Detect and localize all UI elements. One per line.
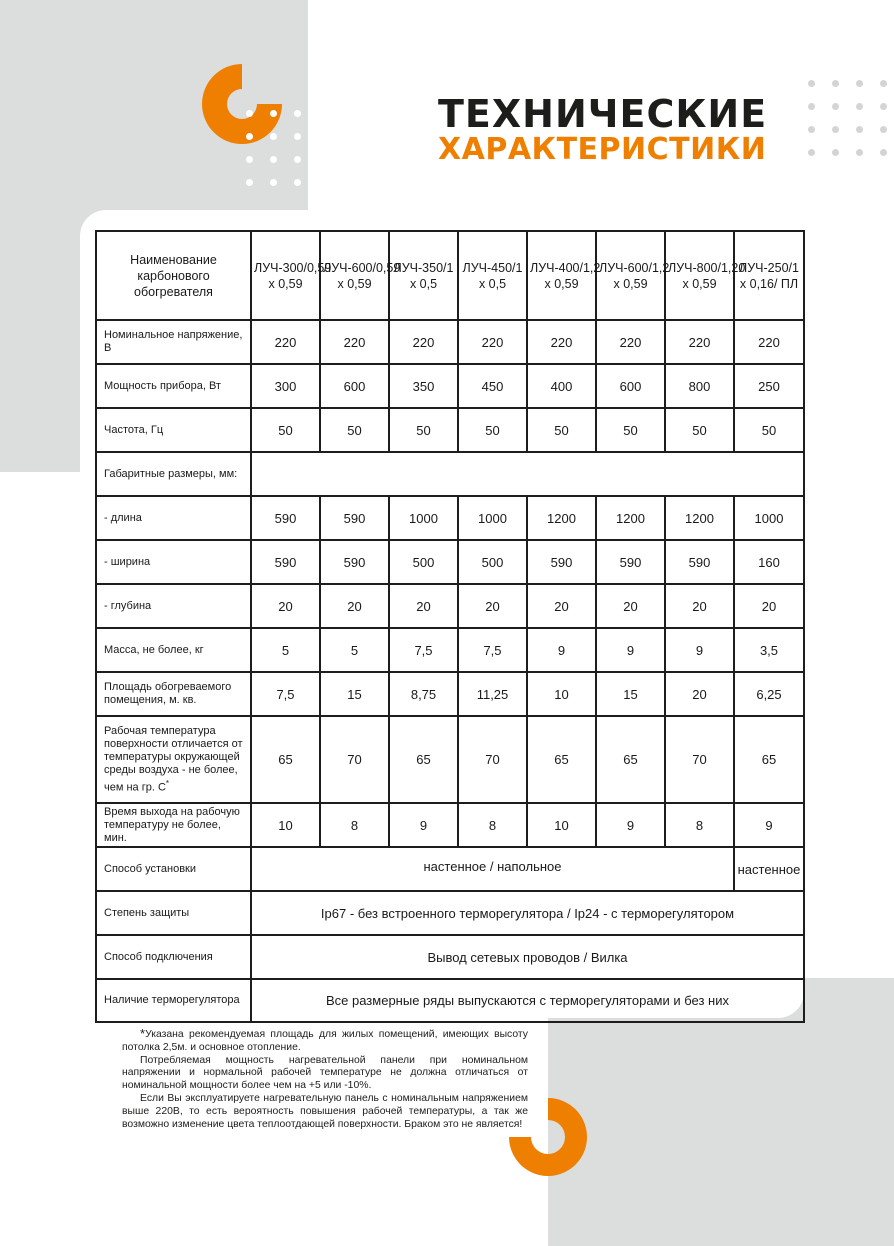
cell-value: 20 <box>734 584 804 628</box>
cell-value: настенное <box>734 847 804 891</box>
cell-value: 50 <box>527 408 596 452</box>
cell-value: 20 <box>596 584 665 628</box>
footnote-3: Если Вы эксплуатируете нагревательную панель с номинальным напряжением выше 220В, то есть вероятность повышения рабочей температуры, а так же возможно изменение цвета теплоотдающей поверхности. Браком это не является! <box>122 1092 528 1130</box>
row-label: Способ подключения <box>96 935 251 979</box>
model-header: ЛУЧ-800/1,20 х 0,59 <box>665 231 734 320</box>
dot-grid-top-right <box>808 80 888 156</box>
cell-value: 590 <box>251 496 320 540</box>
cell-value: Ip67 - без встроенного терморегулятора / Ip24 - с терморегулятором <box>251 891 804 935</box>
cell-value: 15 <box>596 672 665 716</box>
cell-value: 500 <box>458 540 527 584</box>
cell-value: 590 <box>251 540 320 584</box>
row-label: Площадь обогреваемого помещения, м. кв. <box>96 672 251 716</box>
cell-value: 8 <box>458 803 527 847</box>
row-voltage <box>96 320 804 364</box>
cell-value: 65 <box>251 716 320 803</box>
row-frequency <box>96 408 804 452</box>
row-temperature <box>96 716 804 803</box>
row-label: Масса, не более, кг <box>96 628 251 672</box>
cell-value: 1000 <box>389 496 458 540</box>
cell-value: 450 <box>458 364 527 408</box>
cell-value: 7,5 <box>251 672 320 716</box>
footnote-star: * <box>140 1026 146 1041</box>
footnote-marker: * <box>165 778 170 788</box>
cell-value: 20 <box>527 584 596 628</box>
row-mounting <box>96 847 804 891</box>
cell-value: 6,25 <box>734 672 804 716</box>
cell-value: 70 <box>320 716 389 803</box>
cell-value: 65 <box>596 716 665 803</box>
cell-value: 600 <box>596 364 665 408</box>
row-label: Габаритные размеры, мм: <box>96 452 251 496</box>
cell-value: 590 <box>596 540 665 584</box>
cell-value: 1200 <box>527 496 596 540</box>
cell-value: Вывод сетевых проводов / Вилка <box>251 935 804 979</box>
row-label <box>96 716 251 803</box>
cell-value: 600 <box>320 364 389 408</box>
cell-empty <box>251 452 804 496</box>
cell-value: 50 <box>665 408 734 452</box>
row-label: Мощность прибора, Вт <box>96 364 251 408</box>
cell-value: 500 <box>389 540 458 584</box>
cell-value: 590 <box>320 540 389 584</box>
cell-value: 300 <box>251 364 320 408</box>
cell-value: 20 <box>320 584 389 628</box>
cell-value: 9 <box>596 803 665 847</box>
footnote-1-text: Указана рекомендуемая площадь для жилых помещений, имеющих высоту потолка 2,5м. и основное отопление. <box>122 1029 528 1053</box>
cell-value: 220 <box>389 320 458 364</box>
cell-value: 9 <box>734 803 804 847</box>
cell-value: 9 <box>389 803 458 847</box>
cell-value: 1000 <box>458 496 527 540</box>
row-width <box>96 540 804 584</box>
cell-value: 5 <box>251 628 320 672</box>
model-header: ЛУЧ-450/1 х 0,5 <box>458 231 527 320</box>
cell-value: 50 <box>458 408 527 452</box>
cell-value: 9 <box>665 628 734 672</box>
cell-value: 220 <box>527 320 596 364</box>
model-header: ЛУЧ-350/1 х 0,5 <box>389 231 458 320</box>
cell-value: 3,5 <box>734 628 804 672</box>
cell-value: 1200 <box>665 496 734 540</box>
row-connection <box>96 935 804 979</box>
table-header-row <box>96 231 804 320</box>
cell-value: 220 <box>734 320 804 364</box>
row-power <box>96 364 804 408</box>
cell-value: 250 <box>734 364 804 408</box>
footnotes <box>122 1026 528 1131</box>
cell-value: 50 <box>734 408 804 452</box>
row-label: Номинальное напряжение, В <box>96 320 251 364</box>
row-length <box>96 496 804 540</box>
cell-value: 220 <box>320 320 389 364</box>
cell-value: 800 <box>665 364 734 408</box>
row-label: Время выхода на рабочую температуру не более, мин. <box>96 803 251 847</box>
footnote-2: Потребляемая мощность нагревательной панели при номинальном напряжении и нормальной рабочей температуре не должна отличаться от номинальной мощности более чем на +5 или -10%. <box>122 1054 528 1092</box>
row-label: - глубина <box>96 584 251 628</box>
row-area <box>96 672 804 716</box>
cell-value: 50 <box>596 408 665 452</box>
cell-value: 20 <box>389 584 458 628</box>
cell-value: 50 <box>251 408 320 452</box>
row-protection <box>96 891 804 935</box>
cell-value: 1000 <box>734 496 804 540</box>
cell-value: 10 <box>527 672 596 716</box>
cell-value: настенное / напольное <box>251 847 734 891</box>
cell-value: 220 <box>596 320 665 364</box>
cell-value: 15 <box>320 672 389 716</box>
dot-grid-top-left <box>246 110 326 186</box>
cell-value: 7,5 <box>389 628 458 672</box>
cell-value: 11,25 <box>458 672 527 716</box>
model-header: ЛУЧ-600/1,2 х 0,59 <box>596 231 665 320</box>
cell-value: 20 <box>665 584 734 628</box>
model-header: ЛУЧ-400/1,2 х 0,59 <box>527 231 596 320</box>
page-title-line2: ХАРАКТЕРИСТИКИ <box>438 132 767 167</box>
cell-value: 65 <box>527 716 596 803</box>
corner-header: Наименование карбонового обогревателя <box>96 231 251 320</box>
cell-value: 7,5 <box>458 628 527 672</box>
cell-value: 8 <box>665 803 734 847</box>
cell-value: 10 <box>251 803 320 847</box>
row-depth <box>96 584 804 628</box>
cell-value: 220 <box>458 320 527 364</box>
row-dimensions <box>96 452 804 496</box>
cell-value: 590 <box>665 540 734 584</box>
cell-value: 65 <box>389 716 458 803</box>
cell-value: 9 <box>527 628 596 672</box>
row-warmup <box>96 803 804 847</box>
model-header: ЛУЧ-300/0,59 х 0,59 <box>251 231 320 320</box>
cell-value: Все размерные ряды выпускаются с терморегуляторами и без них <box>251 979 804 1022</box>
footnote-1 <box>122 1026 528 1055</box>
row-label: - длина <box>96 496 251 540</box>
cell-value: 5 <box>320 628 389 672</box>
cell-value: 20 <box>251 584 320 628</box>
page-title-line1: ТЕХНИЧЕСКИЕ <box>438 92 768 136</box>
cell-value: 590 <box>320 496 389 540</box>
spec-table <box>95 230 805 1023</box>
orange-ring-decor-bottom <box>505 1094 591 1180</box>
row-label: Частота, Гц <box>96 408 251 452</box>
cell-value: 160 <box>734 540 804 584</box>
cell-value: 70 <box>458 716 527 803</box>
cell-value: 590 <box>527 540 596 584</box>
cell-value: 20 <box>665 672 734 716</box>
row-mass <box>96 628 804 672</box>
cell-value: 220 <box>251 320 320 364</box>
model-header: ЛУЧ-600/0,59 х 0,59 <box>320 231 389 320</box>
cell-value: 20 <box>458 584 527 628</box>
cell-value: 8 <box>320 803 389 847</box>
row-label: Наличие терморегулятора <box>96 979 251 1022</box>
cell-value: 9 <box>596 628 665 672</box>
cell-value: 50 <box>320 408 389 452</box>
row-thermostat <box>96 979 804 1022</box>
row-label: - ширина <box>96 540 251 584</box>
cell-value: 1200 <box>596 496 665 540</box>
cell-value: 70 <box>665 716 734 803</box>
cell-value: 400 <box>527 364 596 408</box>
model-header: ЛУЧ-250/1 х 0,16/ ПЛ <box>734 231 804 320</box>
cell-value: 65 <box>734 716 804 803</box>
row-label-text: Рабочая температура поверхности отличается от температуры окружающей среды воздуха - не более, чем на гр. С <box>104 724 243 794</box>
row-label: Степень защиты <box>96 891 251 935</box>
cell-value: 8,75 <box>389 672 458 716</box>
cell-value: 350 <box>389 364 458 408</box>
cell-value: 10 <box>527 803 596 847</box>
row-label: Способ установки <box>96 847 251 891</box>
cell-value: 50 <box>389 408 458 452</box>
cell-value: 220 <box>665 320 734 364</box>
